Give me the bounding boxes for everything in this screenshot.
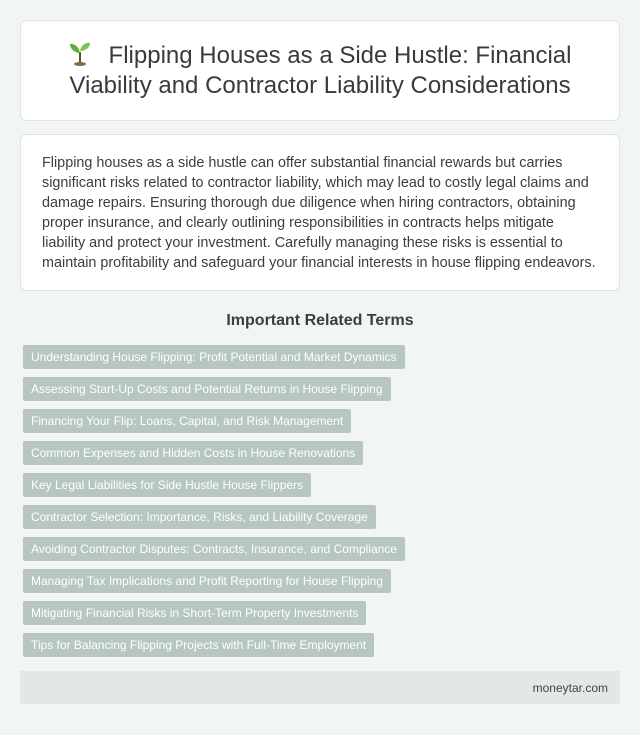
related-term-link[interactable]: Avoiding Contractor Disputes: Contracts, Insurance, and Compliance: [23, 537, 405, 561]
footer: [20, 671, 620, 704]
title-card: [20, 20, 620, 121]
related-terms-heading: Important Related Terms: [226, 312, 414, 329]
intro-card: [20, 134, 620, 291]
page-title: [51, 40, 589, 101]
related-term-link[interactable]: Financing Your Flip: Loans, Capital, and Risk Management: [23, 409, 351, 433]
related-term-link[interactable]: Contractor Selection: Importance, Risks, and Liability Coverage: [23, 505, 376, 529]
related-term-link[interactable]: Key Legal Liabilities for Side Hustle House Flippers: [23, 473, 311, 497]
related-term-link[interactable]: Tips for Balancing Flipping Projects with Full-Time Employment: [23, 633, 374, 657]
related-term-link[interactable]: Mitigating Financial Risks in Short-Term Property Investments: [23, 601, 366, 625]
page-title-text: Flipping Houses as a Side Hustle: Financial Viability and Contractor Liability Considerations: [69, 42, 572, 99]
related-terms-list: [23, 345, 617, 665]
related-term-link[interactable]: Understanding House Flipping: Profit Potential and Market Dynamics: [23, 345, 405, 369]
related-term-link[interactable]: Managing Tax Implications and Profit Reporting for House Flipping: [23, 569, 391, 593]
sprout-icon: [69, 40, 91, 66]
related-term-link[interactable]: Assessing Start-Up Costs and Potential Returns in House Flipping: [23, 377, 391, 401]
related-term-link[interactable]: Common Expenses and Hidden Costs in House Renovations: [23, 441, 363, 465]
site-name: moneytar.com: [532, 680, 608, 695]
intro-paragraph: Flipping houses as a side hustle can offer substantial financial rewards but carries significant risks related to contractor liability, which may lead to costly legal claims and damage repairs. Ensuring thorough due diligence when hiring contractors, obtaining proper insurance, and clearly outlining responsibilities in contracts helps mitigate liability and protect your investment. Carefully managing these risks is essential to maintain profitability and safeguard your financial interests in house flipping endeavors.: [42, 155, 596, 271]
